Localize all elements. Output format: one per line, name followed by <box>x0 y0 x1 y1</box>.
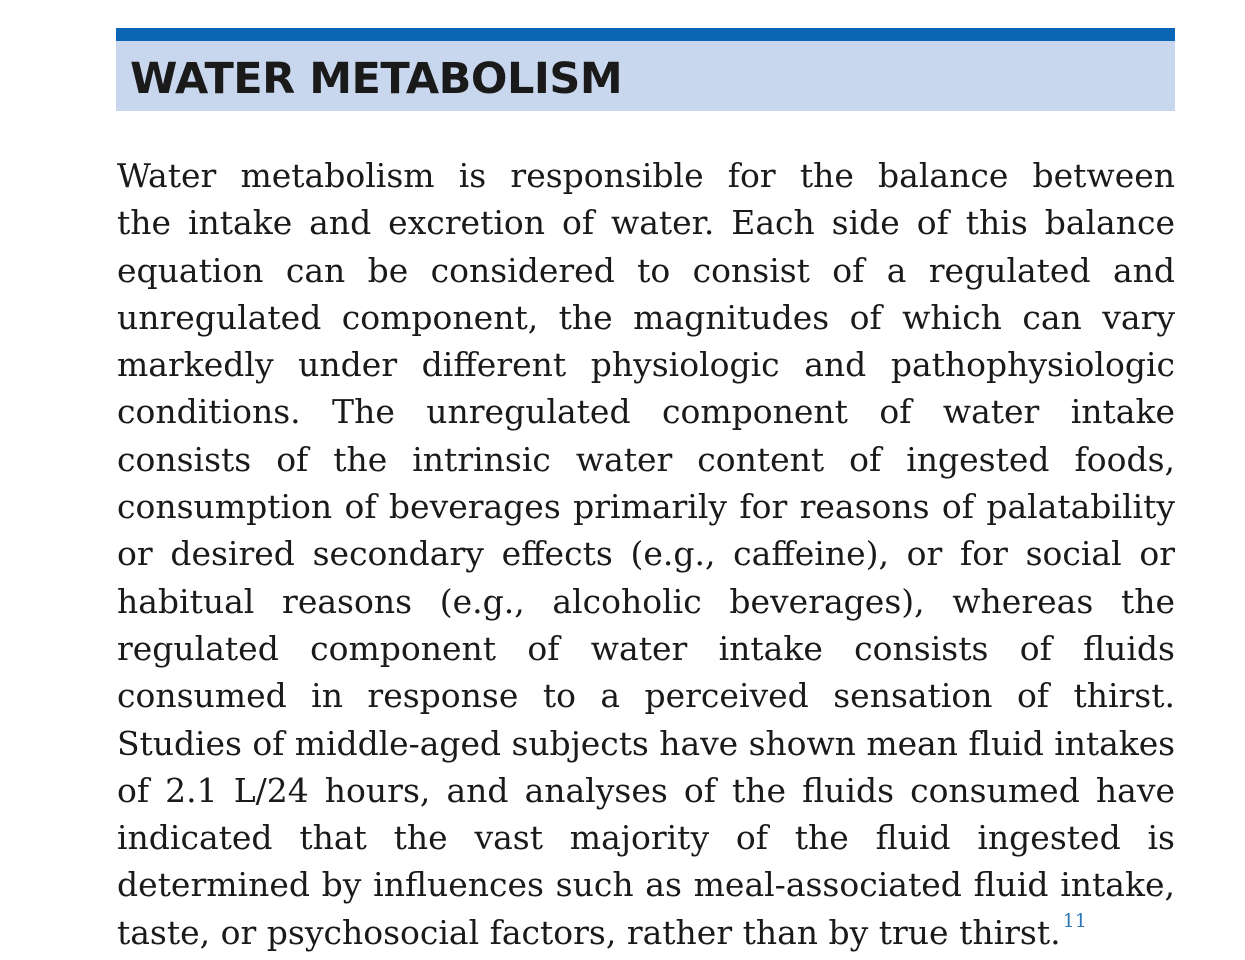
text-line: the intake and excretion of water. Each side of this balance <box>117 203 1175 243</box>
text-line-content: taste, or psychosocial factors, rather than by true thirst. <box>117 912 1061 952</box>
text-line: of 2.1 L/24 hours, and analyses of the fluids consumed have <box>117 770 1175 810</box>
body-paragraph <box>117 152 1175 956</box>
text-line: Water metabolism is responsible for the balance between <box>117 156 1175 195</box>
section-title: WATER METABOLISM <box>130 54 623 104</box>
text-line: unregulated component, the magnitudes of which can vary <box>117 297 1175 337</box>
text-line: consumption of beverages primarily for reasons of palatability <box>117 487 1175 527</box>
text-line: consists of the intrinsic water content of ingested foods, <box>117 439 1175 479</box>
text-line: or desired secondary effects (e.g., caffeine), or for social or <box>117 534 1175 574</box>
text-line: consumed in response to a perceived sensation of thirst. <box>117 676 1175 716</box>
text-line: regulated component of water intake consists of fluids <box>117 628 1175 668</box>
text-line: Studies of middle-aged subjects have shown mean fluid intakes <box>117 723 1175 763</box>
text-line: determined by influences such as meal-associated fluid intake, <box>117 865 1175 905</box>
text-line: markedly under different physiologic and pathophysiologic <box>117 345 1175 385</box>
text-line-last <box>117 909 1175 956</box>
citation-reference[interactable]: 11 <box>1062 909 1087 932</box>
text-line: conditions. The unregulated component of water intake <box>117 392 1175 432</box>
text-line: equation can be considered to consist of a regulated and <box>117 250 1175 290</box>
section-header <box>116 28 1175 111</box>
text-line: indicated that the vast majority of the fluid ingested is <box>117 818 1175 858</box>
text-line: habitual reasons (e.g., alcoholic beverages), whereas the <box>117 581 1175 621</box>
